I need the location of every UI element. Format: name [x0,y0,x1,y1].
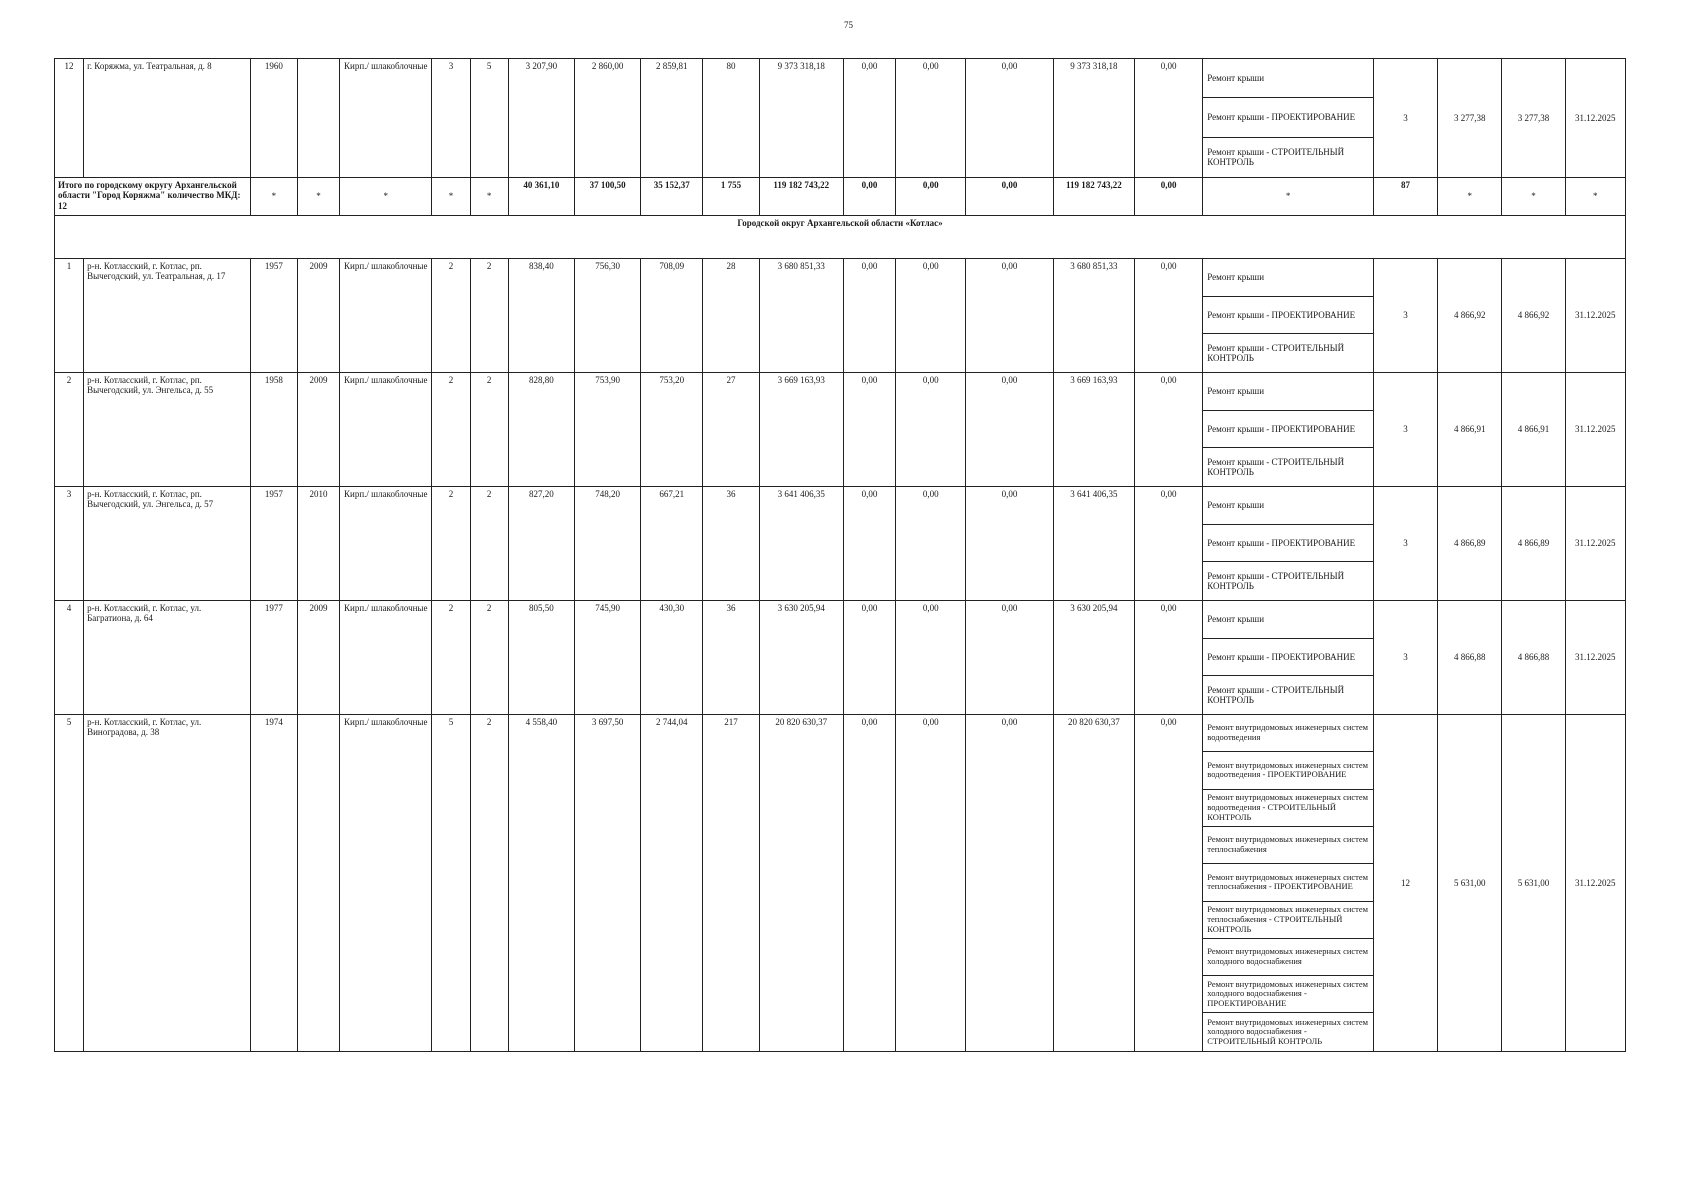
work-types-cell [1203,258,1374,372]
total-res-cell: 1 755 [703,177,759,215]
fund-owners-cell: 20 820 630,37 [1053,714,1134,1051]
fund-other-cell: 0,00 [1135,600,1203,714]
work-type-item: Ремонт крыши [1203,259,1373,297]
fund-local-cell: 0,00 [966,600,1053,714]
area-total-cell: 827,20 [508,486,574,600]
work-type-item: Ремонт внутридомовых инженерных систем водоотведения - СТРОИТЕЛЬНЫЙ КОНТРОЛЬ [1203,790,1373,827]
placeholder-star: * [340,177,432,215]
work-type-item: Ремонт крыши - ПРОЕКТИРОВАНИЕ [1203,411,1373,449]
residents-cell: 27 [703,372,759,486]
row-number-cell: 4 [55,600,84,714]
total-f3-cell: 0,00 [966,177,1053,215]
unit-cost-cell: 5 631,00 [1438,714,1502,1051]
entrances-cell: 2 [470,372,508,486]
fund-owners-cell: 3 669 163,93 [1053,372,1134,486]
table-row [55,714,1626,1051]
area-living-cell: 756,30 [574,258,640,372]
entrances-cell: 5 [470,59,508,178]
work-types-cell [1203,486,1374,600]
table-row [55,600,1626,714]
deadline-cell: 31.12.2025 [1565,372,1625,486]
area-total-cell: 3 207,90 [508,59,574,178]
work-type-item: Ремонт внутридомовых инженерных систем теплоснабжения - СТРОИТЕЛЬНЫЙ КОНТРОЛЬ [1203,902,1373,939]
fund-other-cell: 0,00 [1135,59,1203,178]
unit-cost-cell: 4 866,89 [1438,486,1502,600]
wall-material-cell: Кирп./ шлакоблочные [340,600,432,714]
fund-local-cell: 0,00 [966,486,1053,600]
placeholder-star: * [470,177,508,215]
address-cell: р-н. Котласский, г. Котлас, рп. Вычегодский, ул. Энгельса, д. 57 [84,486,251,600]
total-f1-cell: 0,00 [843,177,895,215]
entrances-cell: 2 [470,600,508,714]
fund-federal-cell: 0,00 [843,258,895,372]
work-count-cell: 3 [1373,600,1437,714]
entrances-cell: 2 [470,714,508,1051]
row-number-cell: 12 [55,59,84,178]
fund-local-cell: 0,00 [966,714,1053,1051]
residents-cell: 217 [703,714,759,1051]
unit-cost-limit-cell: 4 866,92 [1502,258,1565,372]
total-cost-cell: 9 373 318,18 [759,59,843,178]
fund-other-cell: 0,00 [1135,486,1203,600]
total-cost-cell: 20 820 630,37 [759,714,843,1051]
floors-cell: 2 [432,258,470,372]
work-types-cell [1203,372,1374,486]
fund-owners-cell: 9 373 318,18 [1053,59,1134,178]
fund-regional-cell: 0,00 [896,714,966,1051]
total-s1-cell: 40 361,10 [508,177,574,215]
area-owned-cell: 2 744,04 [641,714,703,1051]
total-s2-cell: 37 100,50 [574,177,640,215]
repair-program-table [54,58,1626,1052]
page-number: 75 [844,20,853,30]
table-row [55,486,1626,600]
work-type-item: Ремонт крыши - СТРОИТЕЛЬНЫЙ КОНТРОЛЬ [1207,456,1345,478]
area-owned-cell: 753,20 [641,372,703,486]
area-living-cell: 2 860,00 [574,59,640,178]
work-type-item: Ремонт внутридомовых инженерных систем водоотведения [1203,715,1373,752]
area-total-cell: 805,50 [508,600,574,714]
wall-material-cell: Кирп./ шлакоблочные [340,372,432,486]
area-total-cell: 828,80 [508,372,574,486]
work-types-cell [1203,59,1374,178]
fund-regional-cell: 0,00 [896,486,966,600]
work-type-item: Ремонт крыши [1203,373,1373,411]
area-owned-cell: 708,09 [641,258,703,372]
area-living-cell: 753,90 [574,372,640,486]
build-year-cell: 1958 [250,372,297,486]
unit-cost-cell: 4 866,92 [1438,258,1502,372]
address-cell: г. Коряжма, ул. Театральная, д. 8 [84,59,251,178]
build-year-cell: 1960 [250,59,297,178]
row-number-cell: 5 [55,714,84,1051]
wall-material-cell: Кирп./ шлакоблочные [340,714,432,1051]
unit-cost-cell: 4 866,91 [1438,372,1502,486]
total-cost-cell: 3 641 406,35 [759,486,843,600]
fund-regional-cell: 0,00 [896,59,966,178]
table-row [55,258,1626,372]
work-type-item: Ремонт внутридомовых инженерных систем теплоснабжения - ПРОЕКТИРОВАНИЕ [1203,864,1373,901]
work-type-item: Ремонт внутридомовых инженерных систем холодного водоснабжения - СТРОИТЕЛЬНЫЙ КОНТРОЛЬ [1207,1016,1369,1047]
build-year-cell: 1974 [250,714,297,1051]
table-row [55,59,1626,178]
area-owned-cell: 2 859,81 [641,59,703,178]
work-count-cell: 3 [1373,486,1437,600]
deadline-cell: 31.12.2025 [1565,486,1625,600]
placeholder-star: * [432,177,470,215]
fund-regional-cell: 0,00 [896,600,966,714]
work-count-cell: 3 [1373,59,1437,178]
build-year-cell: 1957 [250,486,297,600]
wall-material-cell: Кирп./ шлакоблочные [340,59,432,178]
residents-cell: 28 [703,258,759,372]
floors-cell: 2 [432,600,470,714]
floors-cell: 2 [432,486,470,600]
repair-year-cell [297,59,339,178]
wall-material-cell: Кирп./ шлакоблочные [340,258,432,372]
unit-cost-limit-cell: 4 866,89 [1502,486,1565,600]
area-owned-cell: 667,21 [641,486,703,600]
placeholder-star: * [1502,177,1565,215]
unit-cost-limit-cell: 3 277,38 [1502,59,1565,178]
work-type-item: Ремонт крыши - СТРОИТЕЛЬНЫЙ КОНТРОЛЬ [1207,684,1345,706]
work-type-item: Ремонт внутридомовых инженерных систем холодного водоснабжения [1203,939,1373,976]
row-number-cell: 2 [55,372,84,486]
total-f5-cell: 0,00 [1135,177,1203,215]
fund-owners-cell: 3 680 851,33 [1053,258,1134,372]
work-count-cell: 3 [1373,258,1437,372]
work-types-cell [1203,600,1374,714]
work-type-item: Ремонт крыши [1203,59,1373,98]
entrances-cell: 2 [470,486,508,600]
area-total-cell: 4 558,40 [508,714,574,1051]
fund-local-cell: 0,00 [966,258,1053,372]
unit-cost-cell: 3 277,38 [1438,59,1502,178]
total-work-count-cell: 87 [1373,177,1437,215]
work-type-item: Ремонт крыши - ПРОЕКТИРОВАНИЕ [1203,639,1373,677]
fund-other-cell: 0,00 [1135,714,1203,1051]
region-title: Городской округ Архангельской области «Котлас» [55,215,1626,258]
repair-year-cell: 2009 [297,600,339,714]
repair-year-cell: 2009 [297,372,339,486]
unit-cost-limit-cell: 4 866,88 [1502,600,1565,714]
area-living-cell: 745,90 [574,600,640,714]
region-header-row [55,215,1626,258]
placeholder-star: * [1203,177,1374,215]
work-types-cell [1203,714,1374,1051]
deadline-cell: 31.12.2025 [1565,600,1625,714]
address-cell: р-н. Котласский, г. Котлас, рп. Вычегодский, ул. Театральная, д. 17 [84,258,251,372]
total-label: Итого по городскому округу Архангельской области "Город Коряжма" количество МКД: 12 [55,177,251,215]
placeholder-star: * [1565,177,1625,215]
work-type-item: Ремонт крыши - ПРОЕКТИРОВАНИЕ [1203,98,1373,137]
address-cell: р-н. Котласский, г. Котлас, ул. Багратиона, д. 64 [84,600,251,714]
fund-owners-cell: 3 630 205,94 [1053,600,1134,714]
total-row [55,177,1626,215]
fund-local-cell: 0,00 [966,372,1053,486]
floors-cell: 5 [432,714,470,1051]
fund-federal-cell: 0,00 [843,59,895,178]
build-year-cell: 1977 [250,600,297,714]
repair-year-cell: 2010 [297,486,339,600]
unit-cost-cell: 4 866,88 [1438,600,1502,714]
fund-regional-cell: 0,00 [896,258,966,372]
unit-cost-limit-cell: 4 866,91 [1502,372,1565,486]
total-cost-cell: 119 182 743,22 [759,177,843,215]
repair-year-cell [297,714,339,1051]
work-type-item: Ремонт крыши [1203,601,1373,639]
table-row [55,372,1626,486]
work-type-item: Ремонт крыши - ПРОЕКТИРОВАНИЕ [1203,297,1373,335]
placeholder-star: * [297,177,339,215]
row-number-cell: 1 [55,258,84,372]
fund-federal-cell: 0,00 [843,372,895,486]
area-living-cell: 3 697,50 [574,714,640,1051]
work-type-item: Ремонт внутридомовых инженерных систем холодного водоснабжения - ПРОЕКТИРОВАНИЕ [1203,976,1373,1013]
residents-cell: 36 [703,600,759,714]
placeholder-star: * [1438,177,1502,215]
row-number-cell: 3 [55,486,84,600]
placeholder-star: * [250,177,297,215]
deadline-cell: 31.12.2025 [1565,714,1625,1051]
unit-cost-limit-cell: 5 631,00 [1502,714,1565,1051]
total-f2-cell: 0,00 [896,177,966,215]
fund-federal-cell: 0,00 [843,600,895,714]
fund-other-cell: 0,00 [1135,258,1203,372]
address-cell: р-н. Котласский, г. Котлас, ул. Виноградова, д. 38 [84,714,251,1051]
build-year-cell: 1957 [250,258,297,372]
work-type-item: Ремонт крыши - СТРОИТЕЛЬНЫЙ КОНТРОЛЬ [1207,146,1345,168]
deadline-cell: 31.12.2025 [1565,59,1625,178]
floors-cell: 2 [432,372,470,486]
fund-local-cell: 0,00 [966,59,1053,178]
residents-cell: 36 [703,486,759,600]
work-count-cell: 3 [1373,372,1437,486]
fund-other-cell: 0,00 [1135,372,1203,486]
total-cost-cell: 3 669 163,93 [759,372,843,486]
work-type-item: Ремонт внутридомовых инженерных систем теплоснабжения [1203,827,1373,864]
fund-regional-cell: 0,00 [896,372,966,486]
work-type-item: Ремонт крыши [1203,487,1373,525]
work-count-cell: 12 [1373,714,1437,1051]
total-cost-cell: 3 680 851,33 [759,258,843,372]
work-type-item: Ремонт крыши - СТРОИТЕЛЬНЫЙ КОНТРОЛЬ [1207,570,1345,592]
total-f4-cell: 119 182 743,22 [1053,177,1134,215]
area-total-cell: 838,40 [508,258,574,372]
floors-cell: 3 [432,59,470,178]
work-type-item: Ремонт крыши - ПРОЕКТИРОВАНИЕ [1203,525,1373,563]
wall-material-cell: Кирп./ шлакоблочные [340,486,432,600]
fund-federal-cell: 0,00 [843,486,895,600]
fund-owners-cell: 3 641 406,35 [1053,486,1134,600]
area-owned-cell: 430,30 [641,600,703,714]
deadline-cell: 31.12.2025 [1565,258,1625,372]
work-type-item: Ремонт крыши - СТРОИТЕЛЬНЫЙ КОНТРОЛЬ [1207,342,1345,364]
residents-cell: 80 [703,59,759,178]
fund-federal-cell: 0,00 [843,714,895,1051]
area-living-cell: 748,20 [574,486,640,600]
repair-year-cell: 2009 [297,258,339,372]
total-cost-cell: 3 630 205,94 [759,600,843,714]
work-type-item: Ремонт внутридомовых инженерных систем водоотведения - ПРОЕКТИРОВАНИЕ [1203,752,1373,789]
address-cell: р-н. Котласский, г. Котлас, рп. Вычегодский, ул. Энгельса, д. 55 [84,372,251,486]
entrances-cell: 2 [470,258,508,372]
total-s3-cell: 35 152,37 [641,177,703,215]
